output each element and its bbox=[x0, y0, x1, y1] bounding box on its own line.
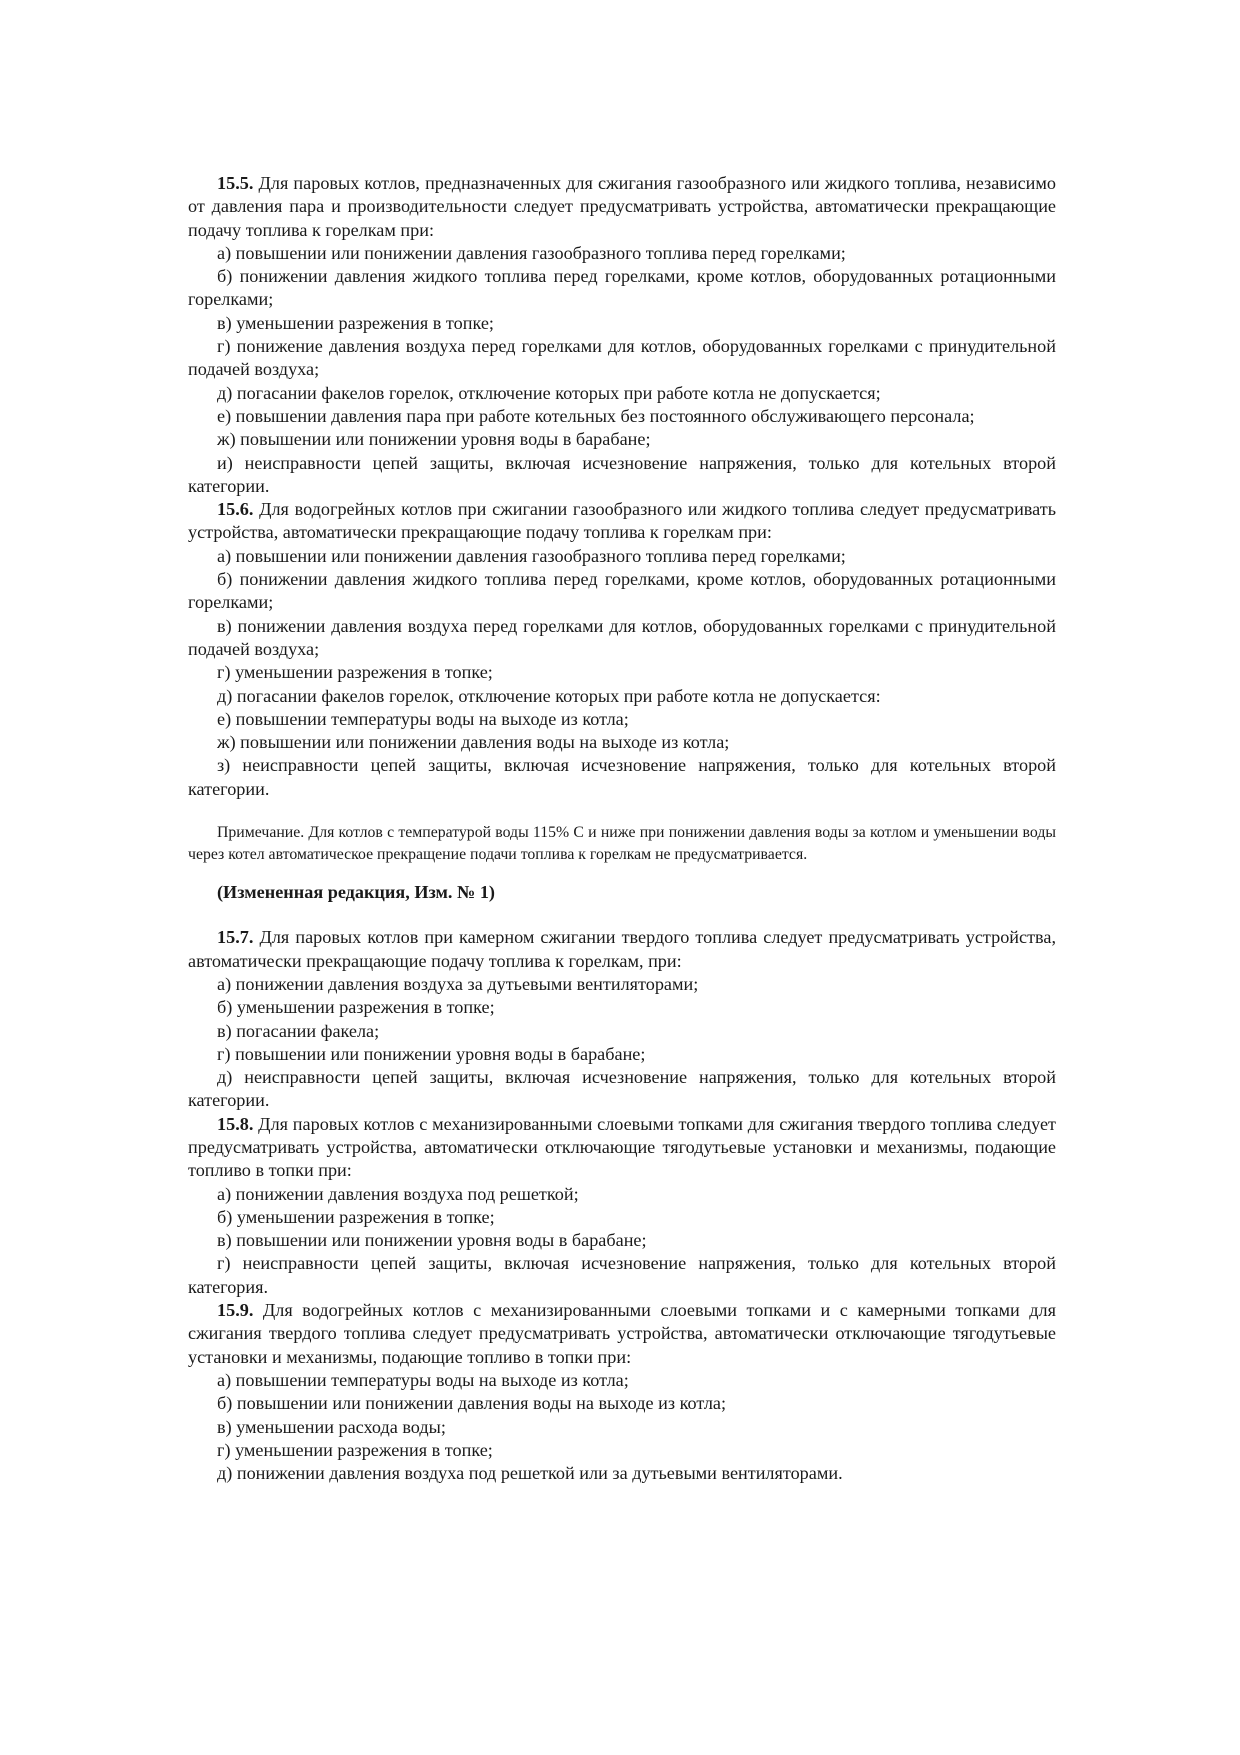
note-paragraph: Примечание. Для котлов с температурой воды 115% С и ниже при понижении давления воды за котлом и уменьшении воды через котел автоматическое прекращение подачи топлива к горелкам не предусматривается. bbox=[188, 824, 1056, 863]
list-item: д) неисправности цепей защиты, включая исчезновение напряжения, только для котельных второй категории. bbox=[188, 1067, 1056, 1111]
list-item: г) повышении или понижении уровня воды в барабане; bbox=[217, 1043, 646, 1064]
list-item: ж) повышении или понижении уровня воды в барабане; bbox=[217, 429, 651, 450]
section-text: Для паровых котлов с механизированными слоевыми топками для сжигания твердого топлива следует предусматривать устройства, автоматически отключающие тягодутьевые установки и механизмы, подающие топливо в топки при: bbox=[188, 1113, 1057, 1181]
list-item: е) повышении давления пара при работе котельных без постоянного обслуживающего персонала; bbox=[217, 405, 975, 426]
edition-notice: (Измененная редакция, Изм. № 1) bbox=[217, 882, 495, 903]
section-text: Для паровых котлов, предназначенных для сжигания газообразного или жидкого топлива, независимо от давления пара и производительности следует предусматривать устройства, автоматически прекращающие подачу топлива к горелкам при: bbox=[188, 173, 1057, 240]
list-item: д) погасании факелов горелок, отключение которых при работе котла не допускается; bbox=[217, 382, 881, 403]
list-item: д) понижении давления воздуха под решеткой или за дутьевыми вентиляторами. bbox=[217, 1463, 843, 1484]
section-15-8-intro bbox=[188, 1113, 1056, 1183]
document-page bbox=[188, 172, 1056, 1485]
list-item: б) понижении давления жидкого топлива перед горелками, кроме котлов, оборудованных ротационными горелками; bbox=[188, 569, 1056, 613]
list-item: б) уменьшении разрежения в топке; bbox=[217, 997, 495, 1018]
list-item: г) уменьшении разрежения в топке; bbox=[217, 662, 493, 683]
list-item: и) неисправности цепей защиты, включая исчезновение напряжения, только для котельных второй категории. bbox=[188, 452, 1056, 496]
list-item: е) повышении температуры воды на выходе из котла; bbox=[217, 708, 629, 729]
section-15-7-intro bbox=[188, 926, 1056, 973]
section-number: 15.8. bbox=[217, 1113, 254, 1134]
section-15-6-intro bbox=[188, 498, 1056, 545]
section-number: 15.5. bbox=[217, 173, 254, 193]
list-item: г) неисправности цепей защиты, включая исчезновение напряжения, только для котельных второй категория. bbox=[188, 1253, 1056, 1297]
spacer bbox=[188, 801, 1056, 822]
section-15-5-intro bbox=[188, 172, 1056, 242]
section-text: Для водогрейных котлов при сжигании газообразного или жидкого топлива следует предусматривать устройства, автоматически прекращающие подачу топлива к горелкам при: bbox=[188, 499, 1056, 543]
list-item: в) уменьшении расхода воды; bbox=[217, 1416, 446, 1437]
list-item: д) погасании факелов горелок, отключение которых при работе котла не допускается: bbox=[217, 685, 881, 706]
section-number: 15.7. bbox=[217, 927, 254, 948]
list-item: а) понижении давления воздуха за дутьевыми вентиляторами; bbox=[217, 973, 699, 994]
list-item: б) повышении или понижении давления воды на выходе из котла; bbox=[217, 1393, 727, 1414]
section-text: Для водогрейных котлов с механизированными слоевыми топками и с камерными топками для сжигания твердого топлива следует предусматривать устройства, автоматически отключающие тягодутьевые установки и механизмы, подающие топливо в топки при: bbox=[188, 1300, 1057, 1367]
list-item: в) уменьшении разрежения в топке; bbox=[217, 312, 494, 333]
list-item: а) повышении или понижении давления газообразного топлива перед горелками; bbox=[217, 545, 846, 566]
spacer bbox=[188, 865, 1056, 881]
list-item: б) понижении давления жидкого топлива перед горелками, кроме котлов, оборудованных ротационными горелками; bbox=[188, 266, 1056, 310]
section-number: 15.6. bbox=[217, 499, 254, 520]
list-item: а) повышении или понижении давления газообразного топлива перед горелками; bbox=[217, 242, 846, 263]
list-item: г) понижение давления воздуха перед горелками для котлов, оборудованных горелками с принудительной подачей воздуха; bbox=[188, 336, 1056, 380]
list-item: а) повышении температуры воды на выходе из котла; bbox=[217, 1369, 629, 1390]
list-item: г) уменьшении разрежения в топке; bbox=[217, 1439, 493, 1460]
spacer bbox=[188, 904, 1056, 926]
list-item: в) погасании факела; bbox=[217, 1020, 380, 1041]
list-item: в) понижении давления воздуха перед горелками для котлов, оборудованных горелками с принудительной подачей воздуха; bbox=[188, 615, 1056, 659]
section-number: 15.9. bbox=[217, 1300, 254, 1321]
section-15-9-intro bbox=[188, 1299, 1056, 1369]
list-item: в) повышении или понижении уровня воды в барабане; bbox=[217, 1230, 647, 1251]
list-item: а) понижении давления воздуха под решеткой; bbox=[217, 1183, 579, 1204]
list-item: ж) повышении или понижении давления воды на выходе из котла; bbox=[217, 732, 730, 753]
list-item: б) уменьшении разрежения в топке; bbox=[217, 1206, 495, 1227]
section-text: Для паровых котлов при камерном сжигании твердого топлива следует предусматривать устройства, автоматически прекращающие подачу топлива к горелкам, при: bbox=[188, 927, 1057, 971]
list-item: з) неисправности цепей защиты, включая исчезновение напряжения, только для котельных второй категории. bbox=[188, 755, 1056, 799]
